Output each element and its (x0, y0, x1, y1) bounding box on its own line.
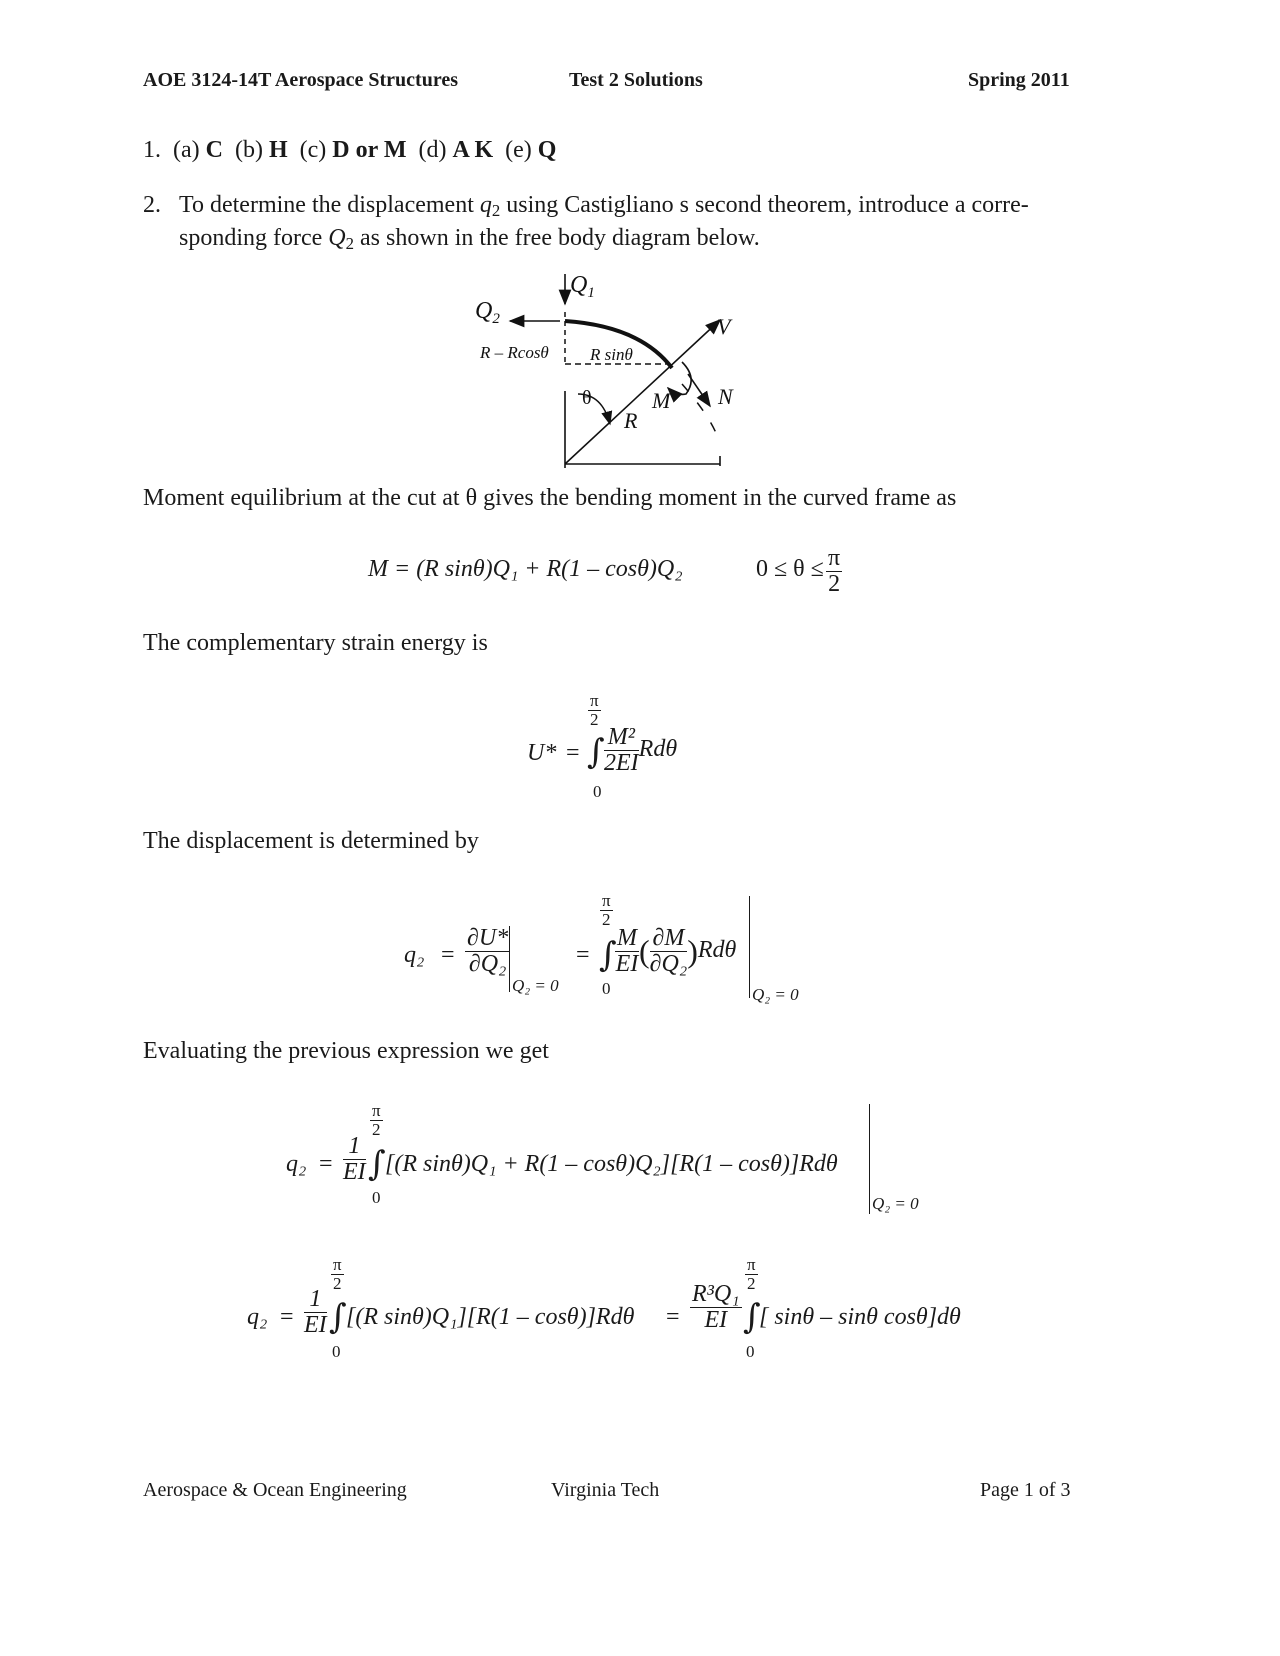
footer-department: Aerospace & Ocean Engineering (143, 1479, 407, 1501)
disp-eval-bar-2 (749, 896, 750, 998)
moment-range: 0 ≤ θ ≤ (756, 556, 824, 582)
q2-intro-line1: To determine the displacement $q_2$ using Castigliano s second theorem, introduce a corre- (179, 192, 1029, 221)
q1-answer-e: Q (537, 137, 557, 163)
eval1-lower-limit: 0 (372, 1188, 381, 1207)
eval1-equals: = (319, 1151, 333, 1177)
eval2-lower-limit: 0 (332, 1342, 341, 1361)
ustar-lower-limit: 0 (593, 782, 602, 801)
displacement-text: The displacement is determined by (143, 828, 479, 854)
eval1-upper-limit: $\frac{\pi}{2}$ (372, 1101, 381, 1139)
label-r-minus-rcos: R – Rcosθ (480, 343, 549, 362)
footer-page-number: Page 1 of 3 (980, 1479, 1071, 1501)
eval2-integrand-2: [ sinθ – sinθ cosθ]dθ (759, 1304, 961, 1330)
disp-partial-frac: $\frac{\partial U*}{\text{∂Q₂}}$ (467, 925, 509, 978)
eval2-upper-limit-2: $\frac{\pi}{2}$ (747, 1255, 756, 1293)
eval2-equals-1: = (280, 1304, 294, 1330)
footer-school: Virginia Tech (551, 1479, 660, 1501)
q1-part-c: (c) (299, 137, 327, 163)
label-m: M (652, 388, 671, 413)
eval1-bar (869, 1104, 870, 1214)
label-rsin: R sinθ (590, 345, 633, 364)
q2-number: 2. (143, 192, 161, 218)
evaluating-text: Evaluating the previous expression we get (143, 1038, 549, 1064)
label-r: R (624, 408, 638, 433)
ustar-symbol: U* (527, 740, 557, 766)
q1-answer-b: H (268, 137, 288, 163)
moment-equation: M = (R sinθ)Q₁ + R(1 – cosθ)Q₂ (368, 556, 683, 582)
disp-equals-1: = (441, 942, 455, 968)
eval2-integrand: [(R sinθ)Q₁][R(1 – cosθ)]Rdθ (346, 1304, 635, 1330)
eval2-coefficient: $\frac{1}{EI}$ (304, 1286, 327, 1339)
eval1-integral-sign: ∫ (368, 1144, 386, 1184)
moment-equilibrium-text: Moment equilibrium at the cut at θ gives the bending moment in the curved frame as (143, 485, 957, 511)
q1-part-e: (e) (505, 137, 532, 163)
disp-lower-limit: 0 (602, 979, 611, 998)
label-theta: θ (582, 387, 592, 409)
ustar-upper-limit: $\frac{\pi}{2}$ (590, 691, 599, 729)
q1-answers (143, 137, 556, 164)
document-title: Test 2 Solutions (569, 69, 703, 91)
eval2-lower-limit-2: 0 (746, 1342, 755, 1361)
eval1-q2: q₂ (286, 1151, 307, 1177)
disp-eval-bar-1 (509, 926, 510, 992)
q1-part-a: (a) (173, 137, 200, 163)
ustar-integrand: $\frac{\text{M²}}{2EI}$ Rdθ (604, 724, 678, 777)
disp-eval-cond-1: Q₂ = 0 (512, 976, 559, 995)
term-label: Spring 2011 (968, 69, 1070, 91)
disp-equals-2: = (576, 942, 590, 968)
q1-part-b: (b) (234, 137, 263, 163)
eval1-eval-cond: Q₂ = 0 (872, 1194, 919, 1213)
q1-answer-a: C (205, 137, 223, 163)
moment-range-limit: $\frac{\pi}{2}$ (828, 545, 841, 598)
q1-number: 1. (143, 137, 161, 163)
q1-part-d: (d) (418, 137, 447, 163)
q1-answer-d: A K (452, 137, 494, 163)
disp-integral-sign: ∫ (599, 935, 617, 975)
eval1-coefficient: $\frac{1}{EI}$ (343, 1133, 366, 1186)
disp-q2: q₂ (404, 942, 425, 968)
disp-integrand: $\frac{M}{EI}$ ( $\frac{\partial M}{\text{∂Q₂}}$ )Rdθ (615, 925, 737, 978)
disp-eval-cond-2: Q₂ = 0 (752, 985, 799, 1004)
eval2-coefficient-2: $\frac{\text{R³Q₁}}{EI}$ (692, 1281, 740, 1334)
disp-upper-limit: $\frac{\pi}{2}$ (602, 891, 611, 929)
free-body-diagram (460, 266, 780, 476)
ustar-integral-sign: ∫ (587, 732, 605, 772)
course-title: AOE 3124-14T Aerospace Structures (143, 69, 458, 91)
eval1-integrand: [(R sinθ)Q₁ + R(1 – cosθ)Q₂][R(1 – cosθ)]Rdθ (385, 1151, 838, 1177)
strain-energy-text: The complementary strain energy is (143, 630, 488, 656)
eval2-upper-limit: $\frac{\pi}{2}$ (333, 1255, 342, 1293)
label-q2: $Q_2$ (475, 298, 500, 327)
label-v: V (717, 314, 731, 339)
q2-intro-line2: sponding force $Q_2$ as shown in the free body diagram below. (179, 225, 760, 254)
eval2-integral-sign-2: ∫ (743, 1297, 761, 1337)
eval2-integral-sign: ∫ (329, 1297, 347, 1337)
label-q1: $Q_1$ (570, 272, 595, 301)
q1-answer-c: D or M (332, 137, 407, 163)
ustar-equals: = (566, 740, 580, 766)
label-n: N (718, 384, 733, 409)
eval2-q2: q₂ (247, 1304, 268, 1330)
eval2-equals-2: = (666, 1304, 680, 1330)
